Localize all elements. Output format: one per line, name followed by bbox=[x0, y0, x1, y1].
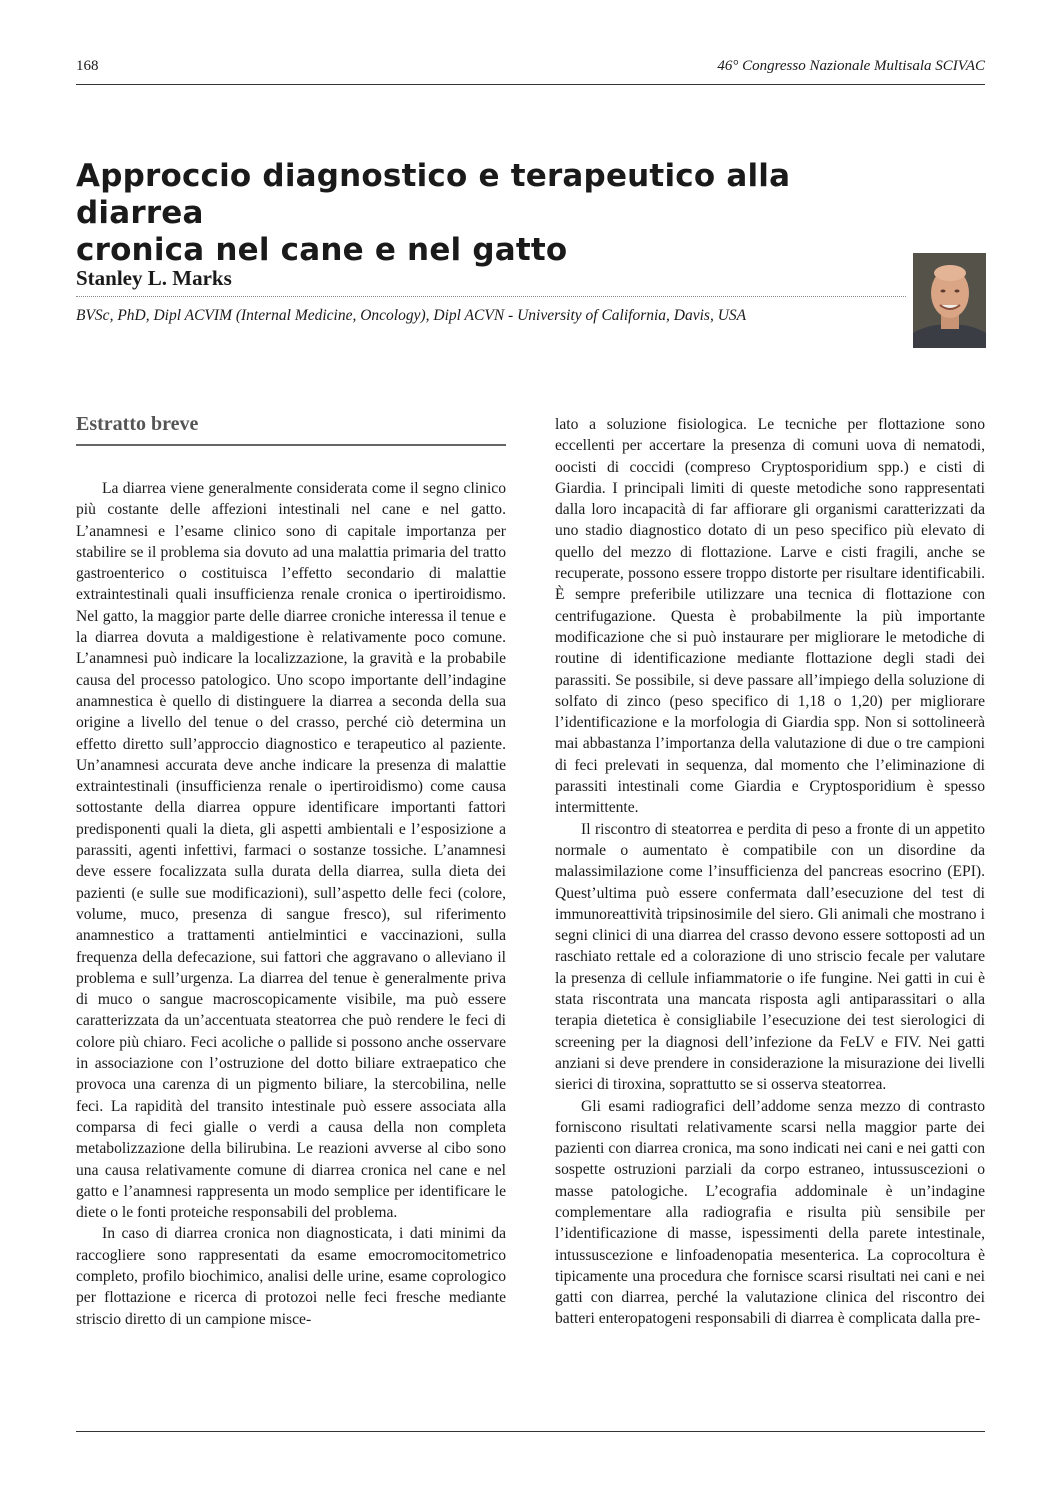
paragraph: lato a soluzione fisiologica. Le tecniche per flottazione sono eccellenti per accertare la presenza di comuni uova di nematodi, oocisti di coccidi (compreso Cryptosporidium spp.) e cisti di Giardia. I principali limiti di queste metodiche sono rappresentati dalla loro incapacità di far affiorare gli organismi caratterizzati da uno stadio diagnostico dotato di un peso specifico più elevato di quello del mezzo di flottazione. Larve e cisti fragili, anche se recuperate, possono essere troppo distorte per risultare identificabili. È sempre preferibile utilizzare una tecnica di flottazione con centrifugazione. Questa è probabilmente la più importante modificazione che si può instaurare per migliorare le metodiche di routine di identificazione mediante flottazione degli stadi dei parassiti. Se possibile, si deve passare all’impiego della soluzione di solfato di zinco (peso specifico di 1,18 o 1,20) per migliorare l’identificazione e la morfologia di Giardia spp. Non si sottolineerà mai abbastanza l’importanza della valutazione di due o tre campioni di feci prelevati in sequenza, dal momento che l’eliminazione di parassiti intestinali come Giardia e Cryptosporidium è spesso intermittente. bbox=[555, 416, 985, 817]
right-column bbox=[555, 414, 985, 1330]
paragraph: In caso di diarrea cronica non diagnosticata, i dati minimi da raccogliere sono rappresentati da esame emocromocitometrico completo, profilo biochimico, analisi delle urine, esame coprologico per flottazione e ricerca di protozoi nelle feci fresche mediante striscio diretto di un campione misce- bbox=[76, 1225, 506, 1328]
author-portrait-icon bbox=[913, 253, 986, 348]
section-heading: Estratto breve bbox=[76, 413, 199, 435]
running-head: 46° Congresso Nazionale Multisala SCIVAC bbox=[717, 58, 985, 74]
paragraph: Gli esami radiografici dell’addome senza mezzo di contrasto forniscono risultati relativamente scarsi nella maggior parte dei pazienti con diarrea cronica, ma sono indicati nei cani e nei gatti con sospette ostruzioni parziali da corpo estraneo, intussuscezioni o masse patologiche. L’ecografia addominale è un’indagine complementare alla radiografia e risulta più sensibile per l’identificazione di masse, ispessimenti della parete intestinale, intussuscezione e linfoadenopatia mesenterica. La coprocoltura è tipicamente una procedura che fornisce scarsi risultati nei cani e nei gatti con diarrea, perché la valutazione clinica del riscontro dei batteri enteropatogeni responsabili di diarrea è complicata dalla pre- bbox=[555, 1097, 985, 1328]
paragraph: La diarrea viene generalmente considerata come il segno clinico più costante delle affezioni intestinali nel cane e nel gatto. L’anamnesi e l’esame clinico sono di capitale importanza per stabilire se il problema sia dovuto ad una malattia primaria del tratto gastroenterico o costituisca l’effetto secondario di malattie extraintestinali quali insufficienza renale cronica o ipertiroidismo. Nel gatto, la maggior parte delle diarree croniche interessa il tenue e la diarrea dovuta a maldigestione è relativamente poco comune. L’anamnesi può indicare la localizzazione, la gravità e la probabile causa del processo patologico. Uno scopo importante dell’indagine anamnestica è quello di distinguere la diarrea a seconda della sua origine a livello del tenue o del crasso, perché ciò determina un effetto diretto sull’approccio diagnostico e terapeutico al paziente. Un’anamnesi accurata deve anche indicare la presenza di malattie extraintestinali (insufficienza renale o ipertiroidismo) come causa sottostante della diarrea oppure identificare importanti fattori predisponenti quali la dieta, gli aspetti ambientali e l’esposizione a parassiti, agenti infettivi, farmaci o sostanze tossiche. L’anamnesi deve essere focalizzata sulla durata della diarrea, sulla dieta dei pazienti (e sulle sue modificazioni), sull’aspetto delle feci (colore, volume, muco, presenza di sangue fresco), sul riferimento anamnestico a trattamenti antielmintici e vaccinazioni, sulla frequenza della defecazione, sui fattori che aggravano o alleviano il problema e sull’urgenza. La diarrea del tenue è generalmente priva di muco o sangue macroscopicamente visibile, ma può essere caratterizzata da un’accentuata steatorrea che può rendere le feci di colore più chiaro. Feci acoliche o pallide si possono anche osservare in associazione con l’ostruzione del dotto biliare extraepatico che provoca una carenza di un pigmento biliare, la stercobilina, nelle feci. La rapidità del transito intestinale può essere associata alla comparsa di feci gialle o verdi a causa della non completa metabolizzazione della bilirubina. Le reazioni avverse al cibo sono una causa relativamente comune di diarrea cronica nel cane e nel gatto e l’anamnesi rappresenta un modo semplice per identificare le diete o le fonti proteiche responsabili del problema. bbox=[76, 480, 506, 1222]
section-rule bbox=[76, 444, 506, 446]
article-title bbox=[76, 158, 916, 269]
author-dotted-rule bbox=[76, 296, 906, 297]
title-line-2: cronica nel cane e nel gatto bbox=[76, 232, 568, 268]
header-rule bbox=[76, 84, 985, 85]
author-photo bbox=[913, 253, 986, 348]
footer-rule bbox=[76, 1431, 985, 1432]
title-line-1: Approccio diagnostico e terapeutico alla diarrea bbox=[76, 158, 791, 231]
page-number: 168 bbox=[76, 58, 99, 74]
paragraph: Il riscontro di steatorrea e perdita di peso a fronte di un appetito normale o aumentato è compatibile con un disordine da malassimilazione come l’insufficienza del pancreas esocrino (EPI). Quest’ultima può essere confermata dall’esecuzione del test di immunoreattività tripsinosimile del siero. Gli animali che mostrano i segni clinici di una diarrea del crasso devono essere sottoposti ad un raschiato rettale ed a colorazione di uno striscio fecale per valutare la presenza di cellule infiammatorie o ife fungine. Nei gatti in cui è stata riscontrata una mancata risposta agli antiparassitari o alla terapia dietetica è consigliabile l’esecuzione dei test sierologici di screening per la diagnosi dell’infezione da FeLV e FIV. Nei gatti anziani si deve prendere in considerazione la misurazione dei livelli sierici di tiroxina, soprattutto se si osserva steatorrea. bbox=[555, 820, 985, 1094]
left-column bbox=[76, 478, 506, 1330]
author-name: Stanley L. Marks bbox=[76, 266, 232, 290]
author-affiliation: BVSc, PhD, Dipl ACVIM (Internal Medicine, Oncology), Dipl ACVN - University of California, Davis, USA bbox=[76, 307, 747, 324]
